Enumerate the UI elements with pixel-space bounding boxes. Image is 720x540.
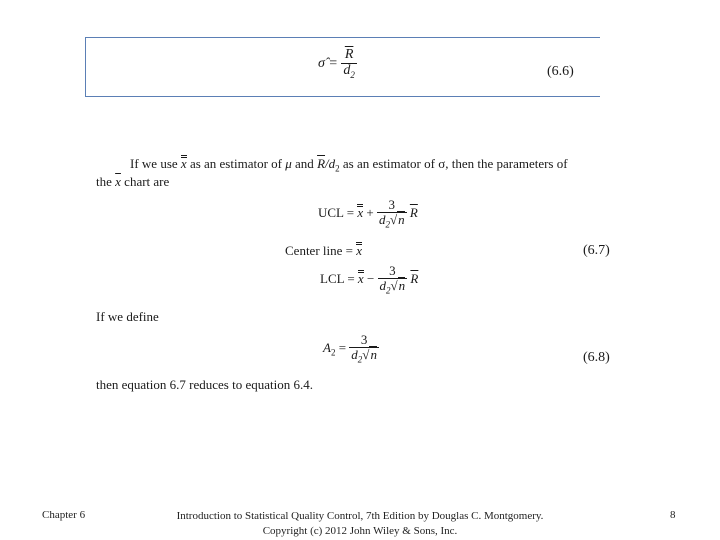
center-line-equation	[285, 243, 362, 259]
x-double-bar: x	[357, 204, 364, 220]
footer-line-1: Introduction to Statistical Quality Control, 7th Edition by Douglas C. Montgomery.	[176, 510, 544, 522]
subscript: 2	[385, 219, 390, 230]
equation-6-8	[323, 333, 379, 365]
denominator: $d_2√n$	[379, 277, 406, 296]
mu-symbol: μ	[285, 156, 292, 171]
ucl-label: UCL =	[318, 204, 358, 220]
sigma-hat: σ̂ =	[318, 56, 338, 72]
footer-chapter: Chapter 6	[42, 509, 86, 521]
x-double-bar: x	[180, 156, 187, 171]
equation-number-6-6: (6.6)	[547, 64, 574, 79]
center-line-label: Center line =	[285, 243, 357, 258]
denominator: $d_2√n$	[378, 211, 405, 230]
numerator: 3	[360, 332, 368, 347]
numerator: 3	[388, 197, 396, 212]
r-bar: $\overline{R}$	[410, 270, 419, 286]
fraction	[378, 264, 408, 296]
text: as an estimator of	[186, 156, 286, 171]
subscript: 2	[386, 285, 391, 296]
d-symbol: d	[343, 62, 351, 78]
fraction	[341, 48, 357, 80]
define-text: If we define	[96, 309, 159, 324]
footer-line-2: Copyright (c) 2012 John Wiley & Sons, Inc.	[262, 525, 458, 538]
subscript: 2	[335, 163, 340, 174]
intro-line-2	[96, 174, 169, 190]
text: If we use	[130, 156, 181, 171]
equation-6-6	[318, 48, 357, 80]
plus: +	[363, 204, 377, 220]
numerator-r: $\overline{R}$	[344, 47, 354, 62]
n-symbol: n	[370, 346, 377, 362]
fraction	[377, 198, 407, 230]
x-double-bar: x	[356, 243, 363, 258]
n-symbol: n	[398, 277, 406, 293]
denominator: $d_2√n$	[351, 346, 377, 365]
subscript: 2	[357, 354, 363, 365]
d-symbol: d	[379, 277, 387, 293]
d-symbol: d	[351, 346, 358, 362]
text: and	[291, 156, 318, 171]
text: chart are	[120, 174, 170, 189]
fraction	[349, 333, 379, 365]
x-double-bar: x	[357, 270, 364, 286]
intro-line-1	[130, 156, 568, 174]
text: as an estimator of σ, then the parameters of	[339, 156, 568, 171]
equation-number-6-8: (6.8)	[583, 350, 610, 365]
r-bar: $\overline{R}$	[409, 204, 418, 220]
denominator	[341, 63, 357, 80]
d-symbol: d	[378, 211, 386, 227]
numerator: 3	[389, 263, 396, 278]
footer-citation	[140, 509, 580, 540]
equation-number-6-7: (6.7)	[583, 243, 610, 258]
page-number: 8	[670, 509, 676, 521]
conclusion-text: then equation 6.7 reduces to equation 6.4.	[96, 377, 313, 392]
equals: =	[335, 339, 350, 355]
text: /d	[325, 156, 336, 171]
r-bar: $\overline{R}$	[317, 156, 326, 171]
lcl-equation	[320, 264, 418, 296]
text: the	[96, 174, 116, 189]
n-symbol: n	[398, 211, 405, 227]
a-symbol: A	[323, 339, 331, 355]
x-bar: $\overline{x}$	[115, 174, 121, 189]
subscript: 2	[330, 347, 336, 358]
subscript: 2	[350, 69, 355, 80]
lcl-label: LCL =	[320, 270, 358, 286]
minus: −	[363, 270, 378, 286]
ucl-equation	[318, 198, 418, 230]
